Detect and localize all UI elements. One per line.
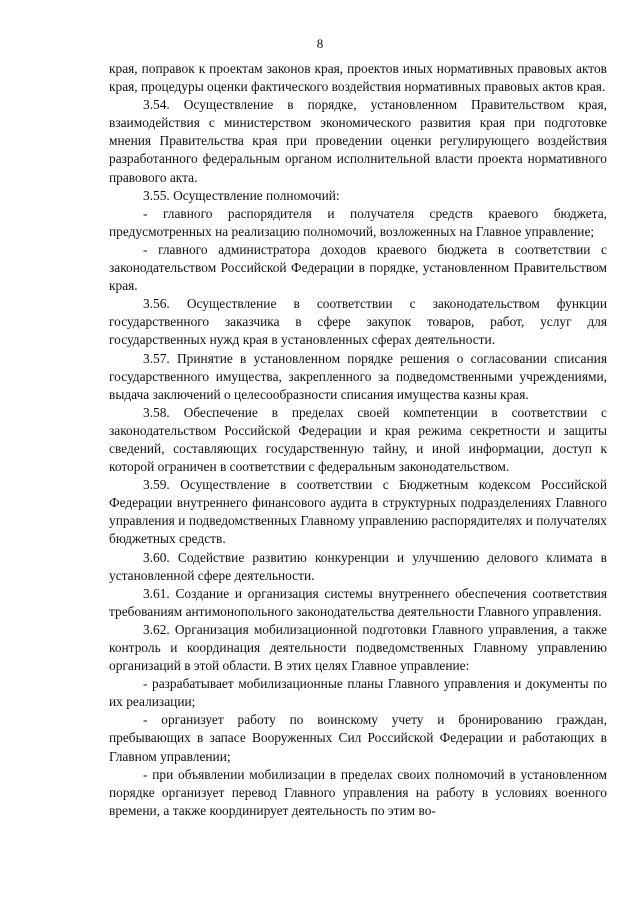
paragraph-3-60: 3.60. Содействие развитию конкуренции и улучшению делового климата в установленной сфере деятельности. bbox=[109, 549, 607, 583]
paragraph-3-59: 3.59. Осуществление в соответствии с Бюджетным кодексом Российской Федерации внутреннего финансового аудита в структурных подразделениях Главного управления и подведомственных Главному управлению распорядителях и получателях бюджетных средств. bbox=[109, 477, 607, 547]
document-body bbox=[109, 60, 607, 820]
paragraph-3-57: 3.57. Принятие в установленном порядке решения о согласовании списания государственного имущества, закрепленного за подведомственными учреждениями, выдача заключений о целесообразности списания имущества казны края. bbox=[109, 350, 607, 402]
paragraph-continuation: края, поправок к проектам законов края, проектов иных нормативных правовых актов края, процедуры оценки фактического воздействия нормативных правовых актов края. bbox=[109, 61, 607, 95]
list-item-mobilization-transfer: - при объявлении мобилизации в пределах своих полномочий в установленном порядке организует перевод Главного управления на работу в условиях военного времени, а также координирует деятельность по этим во- bbox=[109, 766, 607, 818]
paragraph-3-58: 3.58. Обеспечение в пределах своей компетенции в соответствии с законодательством Российской Федерации и края режима секретности и защиты сведений, составляющих государственную тайну, и иной информации, доступ к которой ограничен в соответствии с федеральным законодательством. bbox=[109, 404, 607, 475]
list-item-mobilization-plans: - разрабатывает мобилизационные планы Главного управления и документы по их реализации; bbox=[109, 676, 607, 710]
list-item-chief-administrator: - главного администратора доходов краевого бюджета в соответствии с законодательством Российской Федерации в порядке, установленном Правительством края. bbox=[109, 241, 607, 294]
list-item-military-registration: - организует работу по воинскому учету и бронированию граждан, пребывающих в запасе Вооруженных Сил Российской Федерации и работающих в Главном управлении; bbox=[109, 712, 607, 764]
paragraph-3-54: 3.54. Осуществление в порядке, установленном Правительством края, взаимодействия с министерством экономического развития края при подготовке мнения Правительства края при проведении оценки регулирующего воздействия разработанного федеральным органом исполнительной власти проекта нормативного правового акта. bbox=[109, 97, 607, 185]
paragraph-3-56: 3.56. Осуществление в соответствии с законодательством функции государственного заказчика в сфере закупок товаров, работ, услуг для государственных нужд края в установленных сферах деятельности. bbox=[109, 296, 607, 348]
page-number: 8 bbox=[316, 36, 324, 51]
paragraph-3-62: 3.62. Организация мобилизационной подготовки Главного управления, а также контроль и координация деятельности подведомственных Главному управлению организаций в этой области. В этих целях Главное управление: bbox=[109, 621, 607, 674]
paragraph-3-61: 3.61. Создание и организация системы внутреннего обеспечения соответствия требованиям антимонопольного законодательства деятельности Главного управления. bbox=[109, 585, 607, 619]
list-item-chief-disposer: - главного распорядителя и получателя средств краевого бюджета, предусмотренных на реализацию полномочий, возложенных на Главное управление; bbox=[109, 205, 607, 239]
paragraph-3-55: 3.55. Осуществление полномочий: bbox=[143, 187, 340, 203]
